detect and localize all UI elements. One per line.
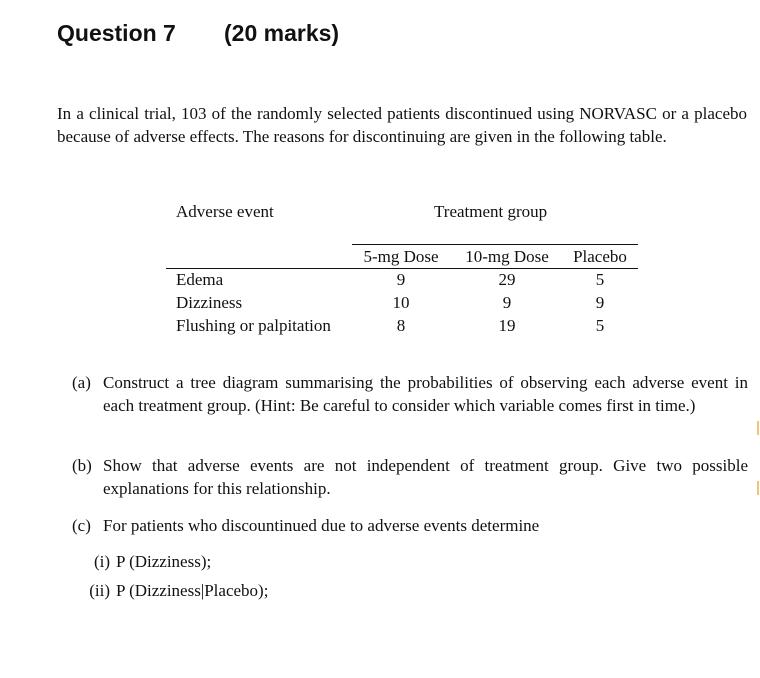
part-b (72, 454, 748, 500)
part-a-text: Construct a tree diagram summarising the probabilities of observing each adverse event in each treatment group. (Hint: Be careful to consider which variable comes first in time.) (103, 373, 748, 415)
column-header: 5-mg Dose (363, 247, 439, 266)
part-c-item (80, 581, 268, 601)
part-c-item-text: P (Dizziness); (116, 552, 212, 571)
part-c-item-label: (ii) (89, 581, 110, 600)
table-cell: 9 (595, 293, 605, 312)
table-cell: 10 (392, 293, 410, 312)
edge-mark (757, 421, 759, 435)
table-cell: 8 (396, 316, 406, 335)
table-cell: 19 (498, 316, 516, 335)
row-header: Adverse event (176, 202, 274, 221)
column-header: Placebo (573, 247, 627, 266)
column-header: 10-mg Dose (465, 247, 549, 266)
table-cell: 5 (595, 270, 605, 289)
table-cell: 5 (595, 316, 605, 335)
table-cell: 9 (502, 293, 512, 312)
row-label: Flushing or palpitation (176, 316, 331, 335)
table-cell: 9 (396, 270, 406, 289)
body-rule (166, 268, 638, 269)
part-c-item-label: (i) (93, 552, 110, 571)
part-c-item (80, 552, 211, 572)
part-c-text: For patients who discountinued due to adverse events determine (103, 516, 540, 535)
question-title: Question 7 (57, 20, 176, 46)
header-rule (352, 244, 638, 245)
part-b-text: Show that adverse events are not independent of treatment group. Give two possible explanations for this relationship. (103, 456, 748, 498)
table-cell: 29 (498, 270, 516, 289)
part-c (72, 514, 748, 537)
question-heading (57, 20, 340, 47)
part-a-label: (a) (72, 373, 91, 392)
question-marks: (20 marks) (224, 20, 340, 46)
part-c-item-text: P (Dizziness|Placebo); (116, 581, 269, 600)
edge-mark (757, 481, 759, 495)
part-a (72, 371, 748, 417)
part-c-label: (c) (72, 516, 91, 535)
intro-paragraph (57, 103, 747, 148)
part-b-label: (b) (72, 456, 92, 475)
intro-text: In a clinical trial, 103 of the randomly selected patients discontinued using NORVASC or a placebo because of adverse effects. The reasons for discontinuing are given in the following table. (57, 104, 747, 146)
group-header: Treatment group (434, 202, 548, 221)
row-label: Dizziness (176, 293, 243, 312)
row-label: Edema (176, 270, 224, 289)
